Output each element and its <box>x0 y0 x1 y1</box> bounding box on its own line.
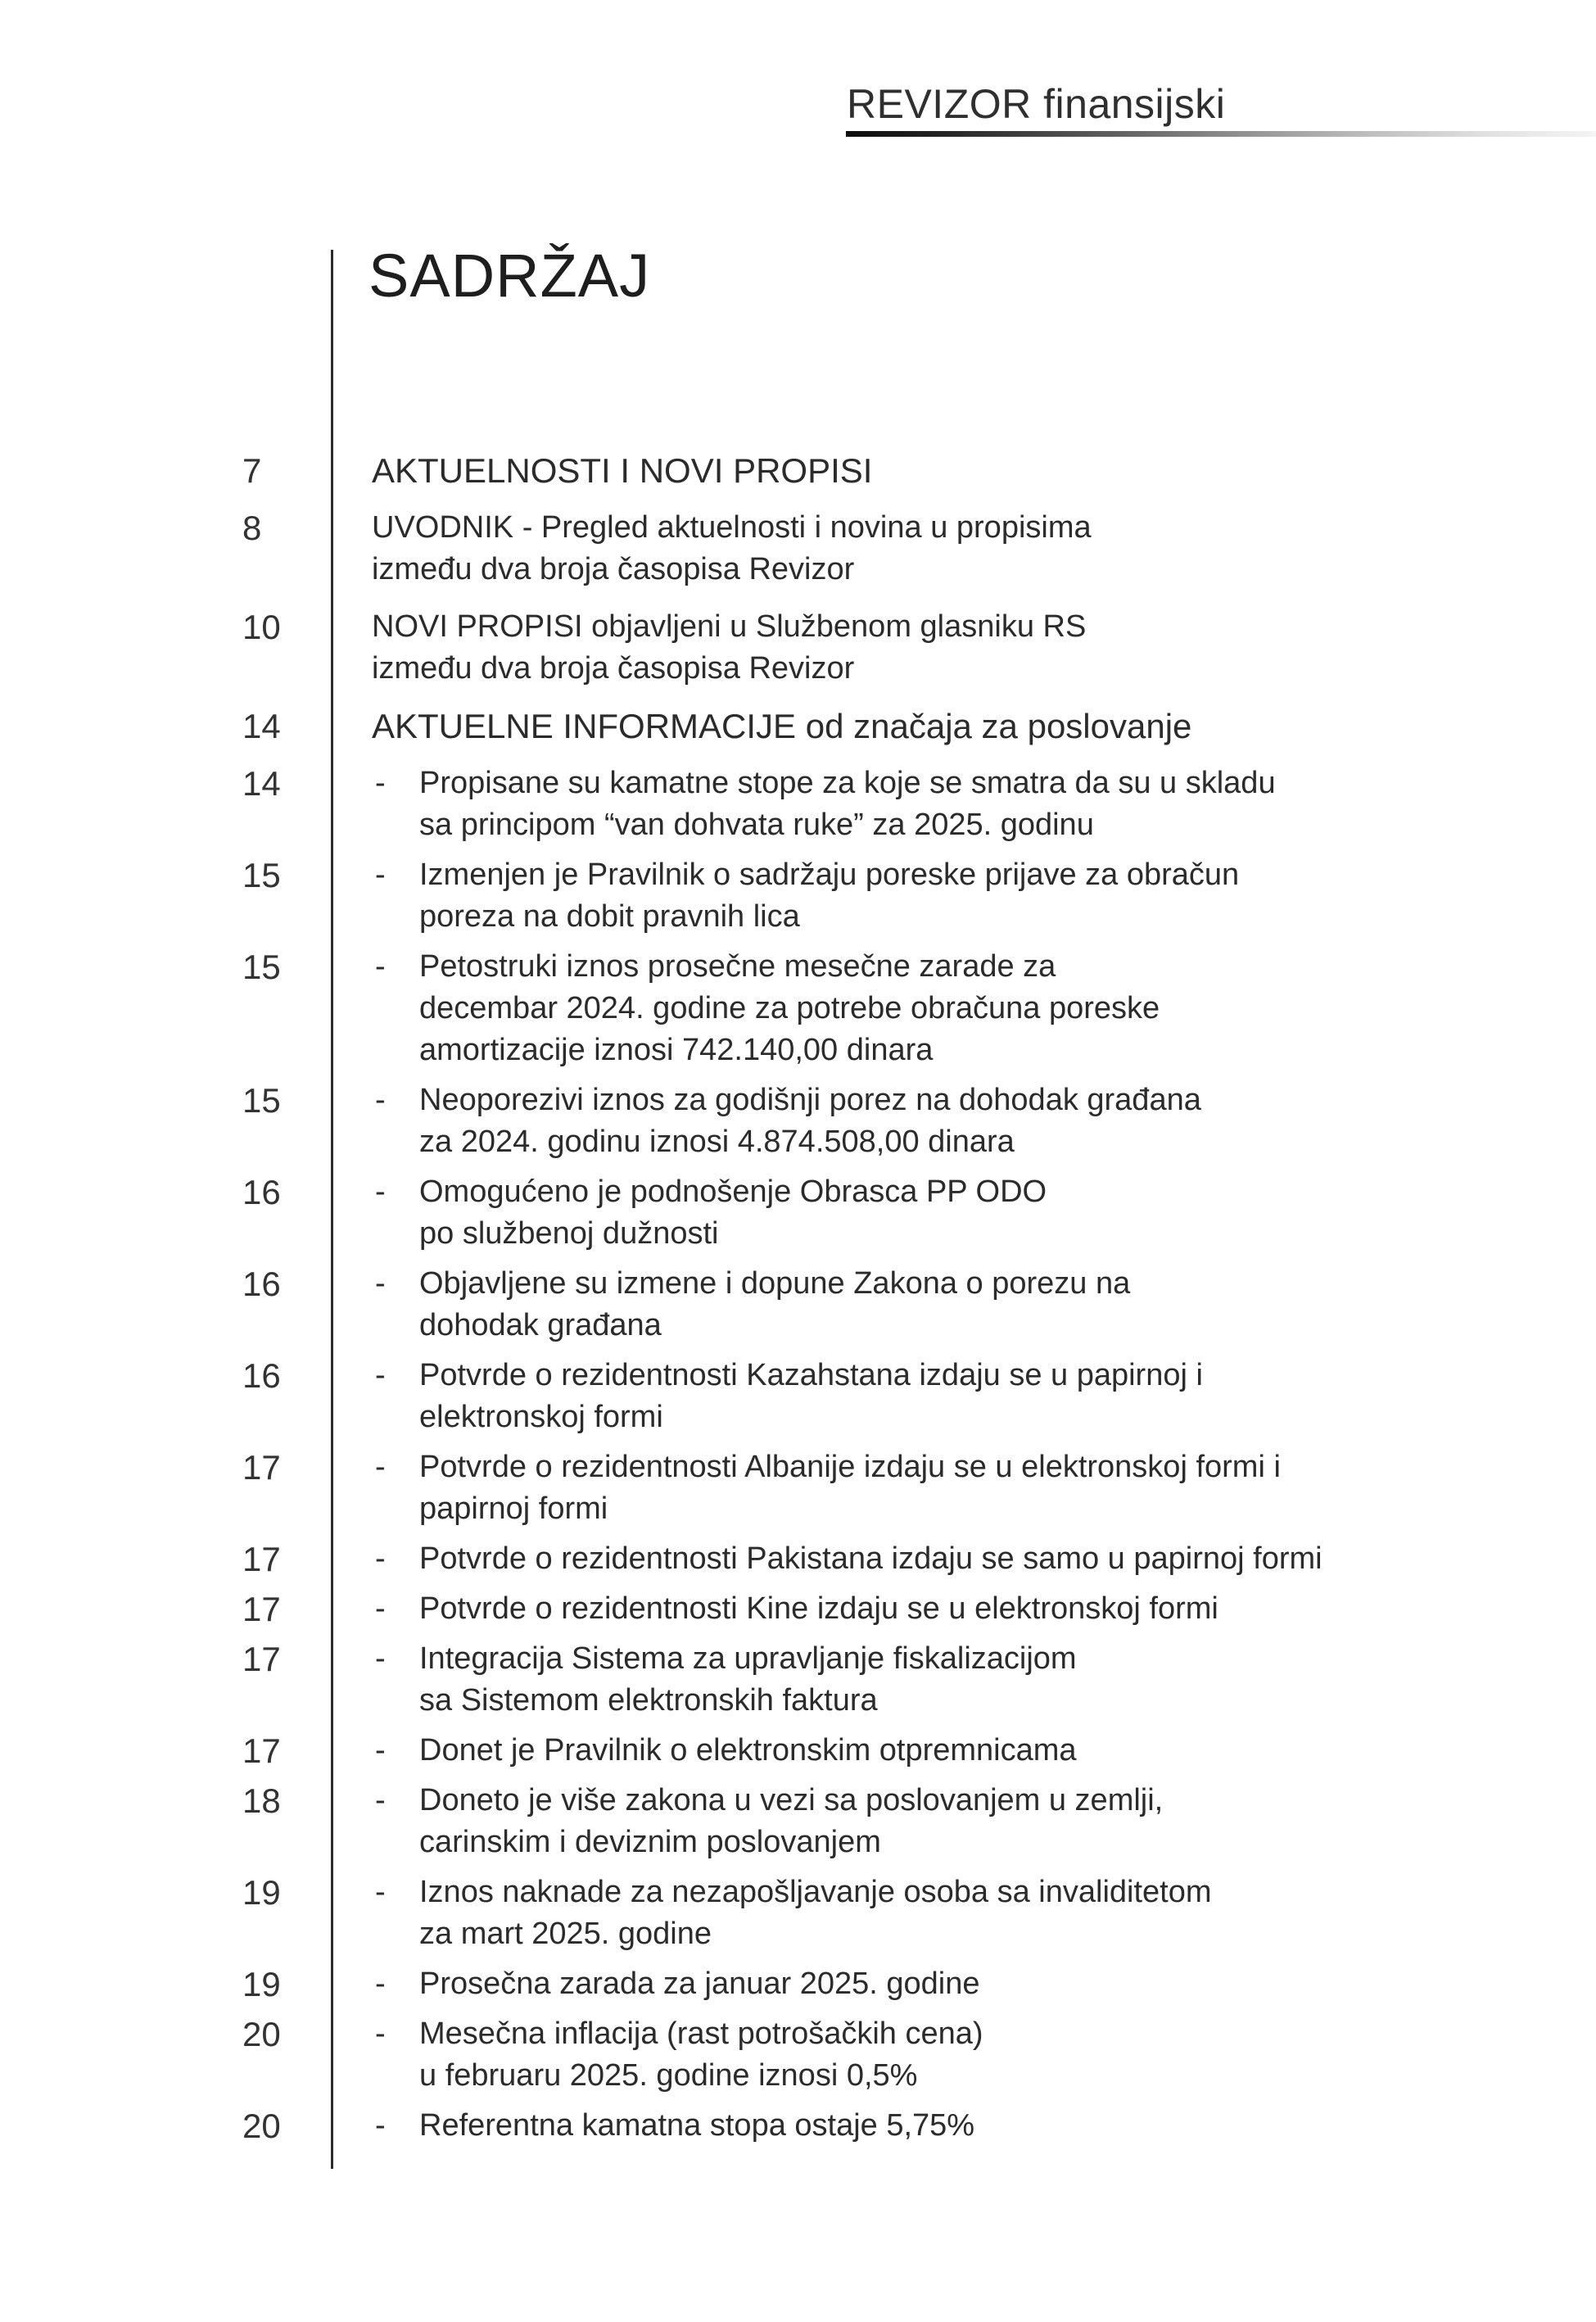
dash-bullet: - <box>375 1591 386 1626</box>
toc-entry-text <box>372 1780 1487 1863</box>
toc-entry <box>242 1355 1487 1438</box>
header-gradient-rule <box>846 131 1596 137</box>
toc-line: Mesečna inflacija (rast potrošačkih cena) <box>419 2016 983 2051</box>
toc-entry <box>242 2013 1487 2097</box>
dash-bullet: - <box>375 1266 386 1301</box>
toc-entry <box>242 1538 1487 1580</box>
toc-entry-text <box>372 606 1487 690</box>
toc-line: Objavljene su izmene i dopune Zakona o porezu na <box>419 1266 1131 1301</box>
toc-page-number: 19 <box>242 1965 281 2003</box>
toc-entry-text <box>372 2105 1487 2147</box>
toc-page-number: 17 <box>242 1448 281 1487</box>
toc-line: Potvrde o rezidentnosti Kazahstana izdaju se u papirnoj i <box>419 1358 1203 1392</box>
toc-entry <box>242 705 1487 747</box>
toc-entry-text <box>372 1263 1487 1347</box>
toc-entry <box>242 2105 1487 2147</box>
toc-line: poreza na dobit pravnih lica <box>419 899 800 934</box>
toc-entry-text <box>372 1638 1487 1722</box>
toc-line: papirnoj formi <box>419 1491 608 1526</box>
dash-bullet: - <box>375 1541 386 1576</box>
toc-line: NOVI PROPISI objavljeni u Službenom glasniku RS <box>372 609 1087 644</box>
toc-page-number: 19 <box>242 1873 281 1912</box>
dash-bullet: - <box>375 1175 386 1209</box>
toc-line: AKTUELNE INFORMACIJE od značaja za poslovanje <box>372 707 1192 745</box>
toc-page-number: 17 <box>242 1640 281 1678</box>
toc-line: Doneto je više zakona u vezi sa poslovanjem u zemlji, <box>419 1783 1164 1817</box>
toc-line: za 2024. godinu iznosi 4.874.508,00 dinara <box>419 1125 1015 1159</box>
toc-line: Iznos naknade za nezapošljavanje osoba sa invaliditetom <box>419 1875 1212 1909</box>
dash-bullet: - <box>375 1875 386 1909</box>
toc-entry <box>242 1872 1487 1955</box>
toc-line: Referentna kamatna stopa ostaje 5,75% <box>419 2108 975 2143</box>
page-title: SADRŽAJ <box>368 242 651 310</box>
toc-line: po službenoj dužnosti <box>419 1216 719 1251</box>
toc-page-number: 17 <box>242 1731 281 1770</box>
toc-page-number: 7 <box>242 451 262 490</box>
toc-entry-text <box>372 1171 1487 1255</box>
toc-page-number: 8 <box>242 509 262 547</box>
toc-entry-text <box>372 946 1487 1071</box>
dash-bullet: - <box>375 1783 386 1817</box>
toc-entry-text <box>372 1446 1487 1530</box>
toc-entry-text <box>372 2013 1487 2097</box>
toc-line: Prosečna zarada za januar 2025. godine <box>419 1967 980 2001</box>
toc-entry <box>242 1730 1487 1772</box>
toc-entry-text <box>372 1730 1487 1772</box>
toc-entry <box>242 763 1487 846</box>
toc-line: AKTUELNOSTI I NOVI PROPISI <box>372 451 873 490</box>
toc-line: amortizacije iznosi 742.140,00 dinara <box>419 1033 934 1067</box>
toc-page-number: 18 <box>242 1781 281 1820</box>
toc-line: između dva broja časopisa Revizor <box>372 552 855 586</box>
dash-bullet: - <box>375 1450 386 1484</box>
toc-line: Donet je Pravilnik o elektronskim otpremnicama <box>419 1733 1077 1768</box>
toc-line: sa Sistemom elektronskih faktura <box>419 1683 878 1718</box>
toc-line: Potvrde o rezidentnosti Kine izdaju se u elektronskoj formi <box>419 1591 1218 1626</box>
toc-entry <box>242 1171 1487 1255</box>
dash-bullet: - <box>375 1358 386 1392</box>
toc-page-number: 16 <box>242 1265 281 1303</box>
toc-entry-text <box>372 1355 1487 1438</box>
toc-entry <box>242 1638 1487 1722</box>
toc-entry <box>242 1588 1487 1630</box>
toc-line: Neoporezivi iznos za godišnji porez na dohodak građana <box>419 1083 1201 1117</box>
toc-line: Izmenjen je Pravilnik o sadržaju poreske prijave za obračun <box>419 858 1240 892</box>
toc-entry-text <box>372 854 1487 938</box>
toc-entry-text <box>372 763 1487 846</box>
dash-bullet: - <box>375 1641 386 1676</box>
toc-entry-text <box>372 1963 1487 2005</box>
toc-line: Potvrde o rezidentnosti Albanije izdaju se u elektronskoj formi i <box>419 1450 1281 1484</box>
dash-bullet: - <box>375 2016 386 2051</box>
toc-page-number: 15 <box>242 948 281 986</box>
toc-entry <box>242 854 1487 938</box>
toc-entry-text <box>372 1872 1487 1955</box>
toc-entry <box>242 1780 1487 1863</box>
dash-bullet: - <box>375 1083 386 1117</box>
toc-entry-text <box>372 1538 1487 1580</box>
toc-page-number: 15 <box>242 1081 281 1120</box>
toc-entry <box>242 1080 1487 1163</box>
toc-line: sa principom “van dohvata ruke” za 2025. godinu <box>419 808 1094 842</box>
toc-page-number: 14 <box>242 707 281 745</box>
toc-entry <box>242 946 1487 1071</box>
toc-entry-text <box>372 450 1487 491</box>
toc-entry <box>242 606 1487 690</box>
toc-page-number: 17 <box>242 1590 281 1628</box>
toc-page-number: 16 <box>242 1173 281 1211</box>
toc-entry <box>242 1263 1487 1347</box>
toc-line: Propisane su kamatne stope za koje se smatra da su u skladu <box>419 766 1276 800</box>
toc-entry-text <box>372 507 1487 591</box>
toc-line: Integracija Sistema za upravljanje fiskalizacijom <box>419 1641 1077 1676</box>
toc-entry <box>242 1963 1487 2005</box>
toc-line: Omogućeno je podnošenje Obrasca PP ODO <box>419 1175 1047 1209</box>
toc-entry-text <box>372 1588 1487 1630</box>
toc-line: Potvrde o rezidentnosti Pakistana izdaju se samo u papirnoj formi <box>419 1541 1322 1576</box>
dash-bullet: - <box>375 1733 386 1768</box>
toc-line: za mart 2025. godine <box>419 1917 712 1951</box>
toc-page-number: 14 <box>242 764 281 803</box>
toc-line: UVODNIK - Pregled aktuelnosti i novina u propisima <box>372 510 1092 545</box>
journal-brand-title: REVIZOR finansijski <box>847 81 1226 127</box>
toc-line: Petostruki iznos prosečne mesečne zarade za <box>419 949 1056 984</box>
toc-entry <box>242 507 1487 591</box>
toc-line: dohodak građana <box>419 1308 662 1342</box>
dash-bullet: - <box>375 949 386 984</box>
dash-bullet: - <box>375 1967 386 2001</box>
dash-bullet: - <box>375 766 386 800</box>
toc-page-number: 15 <box>242 856 281 894</box>
toc-line: carinskim i deviznim poslovanjem <box>419 1825 881 1859</box>
toc-line: u februaru 2025. godine iznosi 0,5% <box>419 2058 918 2093</box>
toc-entry <box>242 450 1487 491</box>
toc-page-number: 20 <box>242 2107 281 2145</box>
toc-line: između dva broja časopisa Revizor <box>372 651 855 686</box>
toc-entry <box>242 1446 1487 1530</box>
toc-list <box>242 450 1487 2155</box>
dash-bullet: - <box>375 858 386 892</box>
toc-line: elektronskoj formi <box>419 1400 663 1434</box>
dash-bullet: - <box>375 2108 386 2143</box>
toc-page-number: 10 <box>242 608 281 646</box>
toc-entry-text <box>372 705 1487 747</box>
toc-entry-text <box>372 1080 1487 1163</box>
toc-line: decembar 2024. godine za potrebe obračuna poreske <box>419 991 1160 1025</box>
toc-page-number: 20 <box>242 2015 281 2053</box>
toc-page-number: 17 <box>242 1540 281 1578</box>
toc-page-number: 16 <box>242 1356 281 1395</box>
